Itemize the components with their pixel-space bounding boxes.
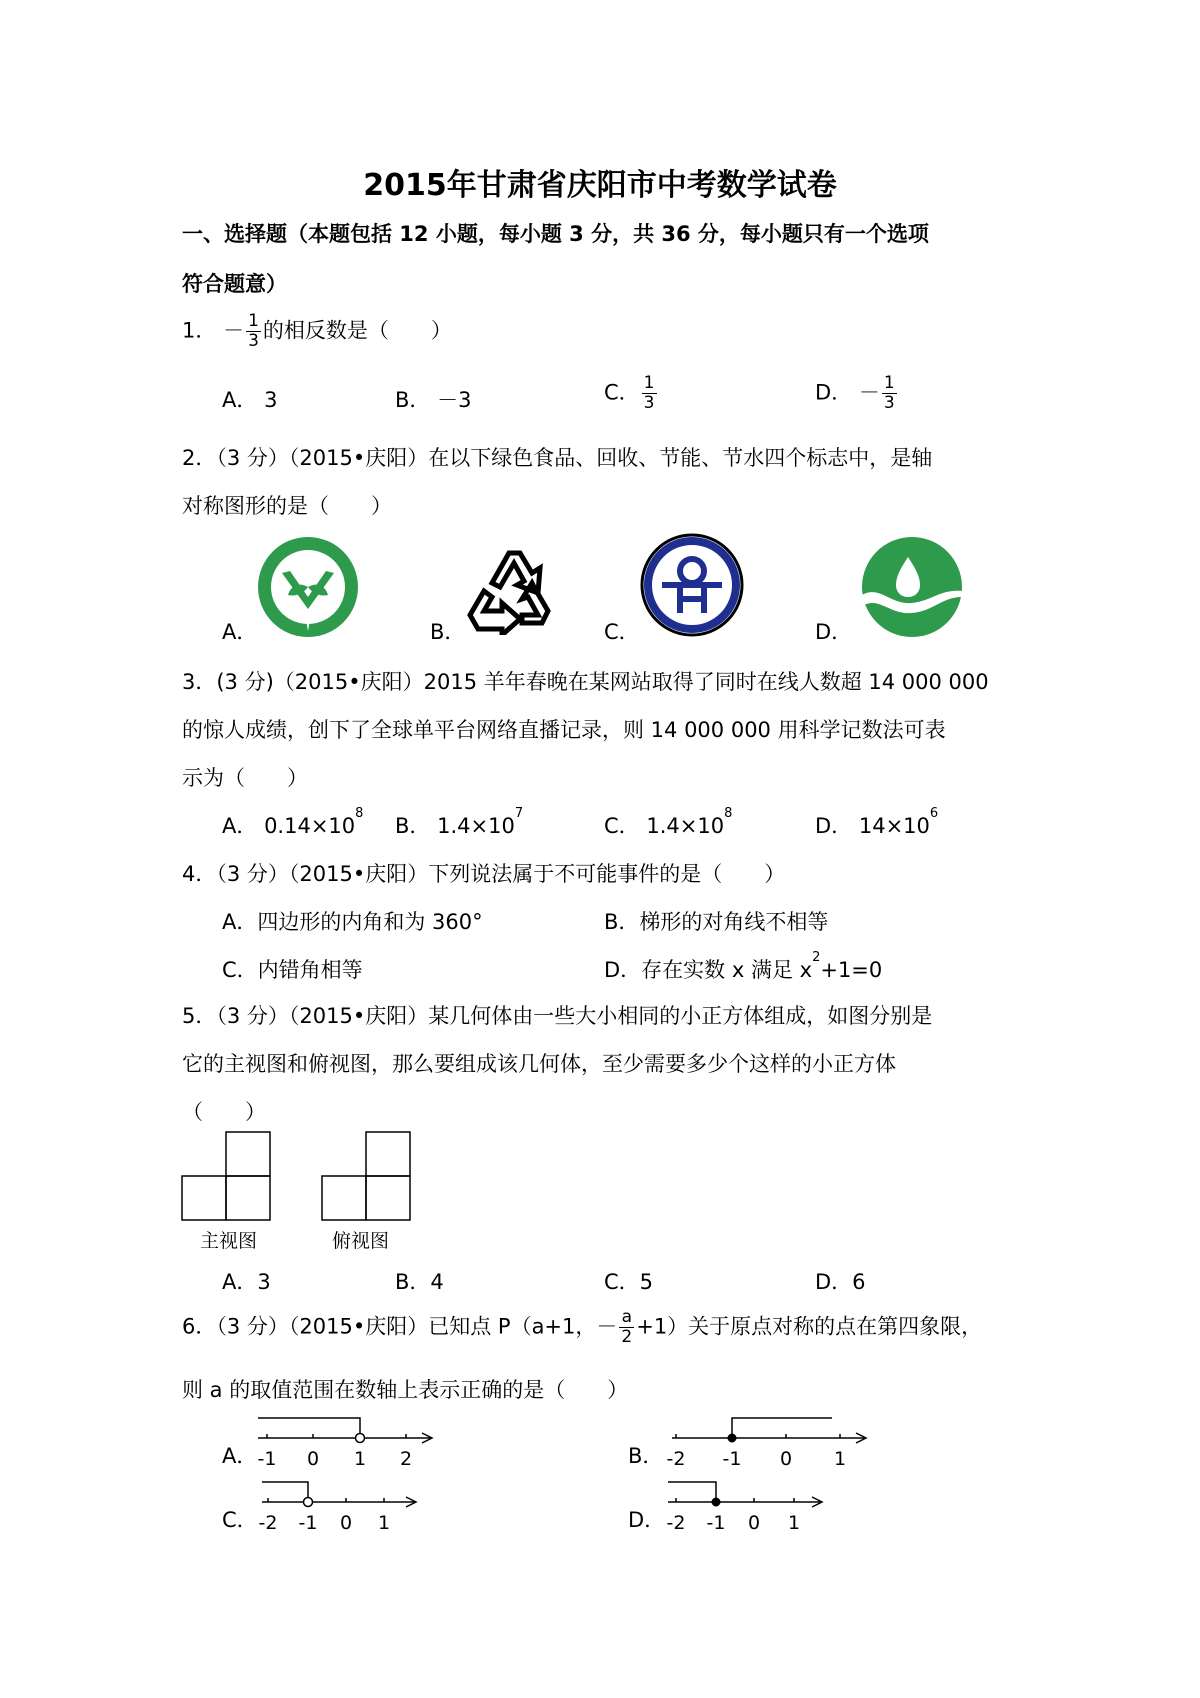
question-5-line2: 它的主视图和俯视图，那么要组成该几何体，至少需要多少个这样的小正方体 [182,1052,896,1076]
q1-option-c-label: C． [604,380,640,405]
q1-option-b-label: B． [395,388,431,412]
q2-option-b-label[interactable]: B． [430,620,466,644]
q1-d-den: 3 [883,393,895,413]
section-header-line2: 符合题意） [182,272,287,296]
q2-option-a-label[interactable]: A． [222,620,258,644]
question-6-line2: 则 a 的取值范围在数轴上表示正确的是（ ） [182,1378,629,1402]
q3-b-base: 1.4×10 [437,814,515,838]
q6-option-d-number-line [660,1474,830,1536]
q6-neg: － [596,1314,618,1339]
q6-b-tick-2: 0 [779,1448,793,1470]
q3-a-base: 0.14×10 [264,814,356,838]
q1-option-b-value: －3 [437,388,472,412]
top-view-figure [320,1130,420,1228]
q6-a-tick-0: -1 [257,1448,277,1470]
q1-c-num: 1 [643,373,655,393]
q3-b-label: B． [395,814,431,838]
q6-c-tick-1: -1 [298,1512,318,1534]
q6-frac-num: a [619,1308,634,1328]
q1-option-a-value: 3 [264,388,278,412]
q5-option-a[interactable]: A．3 [222,1270,271,1294]
q5-option-d[interactable]: D．6 [815,1270,866,1294]
q4-d-post: +1=0 [820,958,883,982]
q6-a-tick-2: 1 [353,1448,367,1470]
energy-saving-logo-icon [640,533,744,637]
q4-d-exp: 2 [812,950,821,965]
top-view-caption: 俯视图 [332,1230,390,1252]
question-1-stem [182,312,452,351]
q6-option-c-number-line [254,1474,424,1536]
q1-text: 的相反数是（ ） [262,318,452,343]
main-view-caption: 主视图 [200,1230,258,1252]
q4-d-pre: D．存在实数 x 满足 x [604,958,813,982]
q1-option-d-neg: － [858,380,880,405]
q3-a-exp: 8 [355,806,364,821]
q1-option-a[interactable] [222,384,277,414]
q1-option-b[interactable] [395,384,471,414]
q3-c-exp: 8 [724,806,733,821]
q1-number: 1． [182,318,217,343]
q6-option-a-label[interactable]: A． [222,1444,258,1468]
question-3-line3: 示为（ ） [182,766,308,790]
q6-fraction [619,1308,634,1347]
q6-b-tick-3: 1 [833,1448,847,1470]
q3-a-label: A． [222,814,258,838]
q6-d-tick-3: 1 [787,1512,801,1534]
q1-d-num: 1 [883,373,895,393]
q1-option-c[interactable] [604,374,659,413]
q3-option-b[interactable] [395,806,524,840]
q3-option-d[interactable] [815,806,939,840]
q6-frac-den: 2 [621,1327,633,1347]
page-title: 2015年甘肃省庆阳市中考数学试卷 [363,168,837,203]
recycle-logo-icon [462,535,567,635]
q3-b-exp: 7 [514,806,524,821]
q3-d-exp: 6 [929,806,939,821]
q6-post: +1）关于原点对称的点在第四象限， [636,1314,983,1339]
q2-option-c-label[interactable]: C． [604,620,640,644]
q4-option-a[interactable]: A．四边形的内角和为 360° [222,910,483,934]
q3-d-label: D． [815,814,853,838]
q5-option-b[interactable]: B．4 [395,1270,444,1294]
q3-c-label: C． [604,814,640,838]
q6-option-b-number-line [662,1410,872,1472]
q3-option-c[interactable] [604,806,733,840]
q1-option-d[interactable] [815,374,899,413]
q4-option-c[interactable]: C．内错角相等 [222,958,363,982]
q6-c-tick-0: -2 [258,1512,278,1534]
green-food-logo-icon [256,535,360,639]
question-2-line1: 2．（3 分）（2015•庆阳）在以下绿色食品、回收、节能、节水四个标志中，是轴 [182,446,933,470]
q1-c-den: 3 [643,393,655,413]
q6-option-b-label[interactable]: B． [628,1444,664,1468]
q3-c-base: 1.4×10 [646,814,725,838]
q6-a-tick-1: 0 [306,1448,320,1470]
water-saving-logo-icon [860,535,964,639]
question-5-line1: 5．（3 分）（2015•庆阳）某几何体由一些大小相同的小正方体组成，如图分别是 [182,1004,933,1028]
q2-option-d-label[interactable]: D． [815,620,853,644]
q6-option-d-label[interactable]: D． [628,1508,666,1532]
q1-option-c-fraction [642,374,657,413]
question-2-line2: 对称图形的是（ ） [182,494,392,518]
q6-c-tick-2: 0 [339,1512,353,1534]
q1-frac-num: 1 [248,311,259,331]
q6-d-tick-0: -2 [666,1512,686,1534]
question-4-stem: 4．（3 分）（2015•庆阳）下列说法属于不可能事件的是（ ） [182,862,786,886]
q6-b-tick-1: -1 [722,1448,742,1470]
q6-pre: 6．（3 分）（2015•庆阳）已知点 P（a+1， [182,1314,597,1339]
q6-d-tick-2: 0 [747,1512,761,1534]
q6-option-a-number-line [250,1410,440,1472]
q6-c-tick-3: 1 [377,1512,391,1534]
q1-frac-den: 3 [248,331,259,351]
q6-option-c-label[interactable]: C． [222,1508,258,1532]
question-3-line1: 3．(3 分)（2015•庆阳）2015 羊年春晚在某网站取得了同时在线人数超 14 000 000 [182,670,989,694]
question-6-line1 [182,1308,982,1347]
main-view-figure [180,1130,280,1228]
q3-option-a[interactable] [222,806,364,840]
q6-a-tick-3: 2 [399,1448,413,1470]
question-3-line2: 的惊人成绩，创下了全球单平台网络直播记录，则 14 000 000 用科学记数法可表 [182,718,946,742]
q6-d-tick-1: -1 [706,1512,726,1534]
q1-neg: － [223,318,245,343]
q1-option-d-label: D． [815,380,853,405]
q1-option-d-fraction [882,374,897,413]
question-5-line3: （ ） [182,1100,266,1124]
q1-option-a-label: A． [222,388,258,412]
section-header-line1: 一、选择题（本题包括 12 小题，每小题 3 分，共 36 分，每小题只有一个选项 [182,222,929,246]
q1-fraction [246,312,261,351]
q4-option-d[interactable] [604,950,883,984]
q3-d-base: 14×10 [858,814,930,838]
q4-option-b[interactable]: B．梯形的对角线不相等 [604,910,829,934]
q6-b-tick-0: -2 [666,1448,686,1470]
q5-option-c[interactable]: C．5 [604,1270,654,1294]
